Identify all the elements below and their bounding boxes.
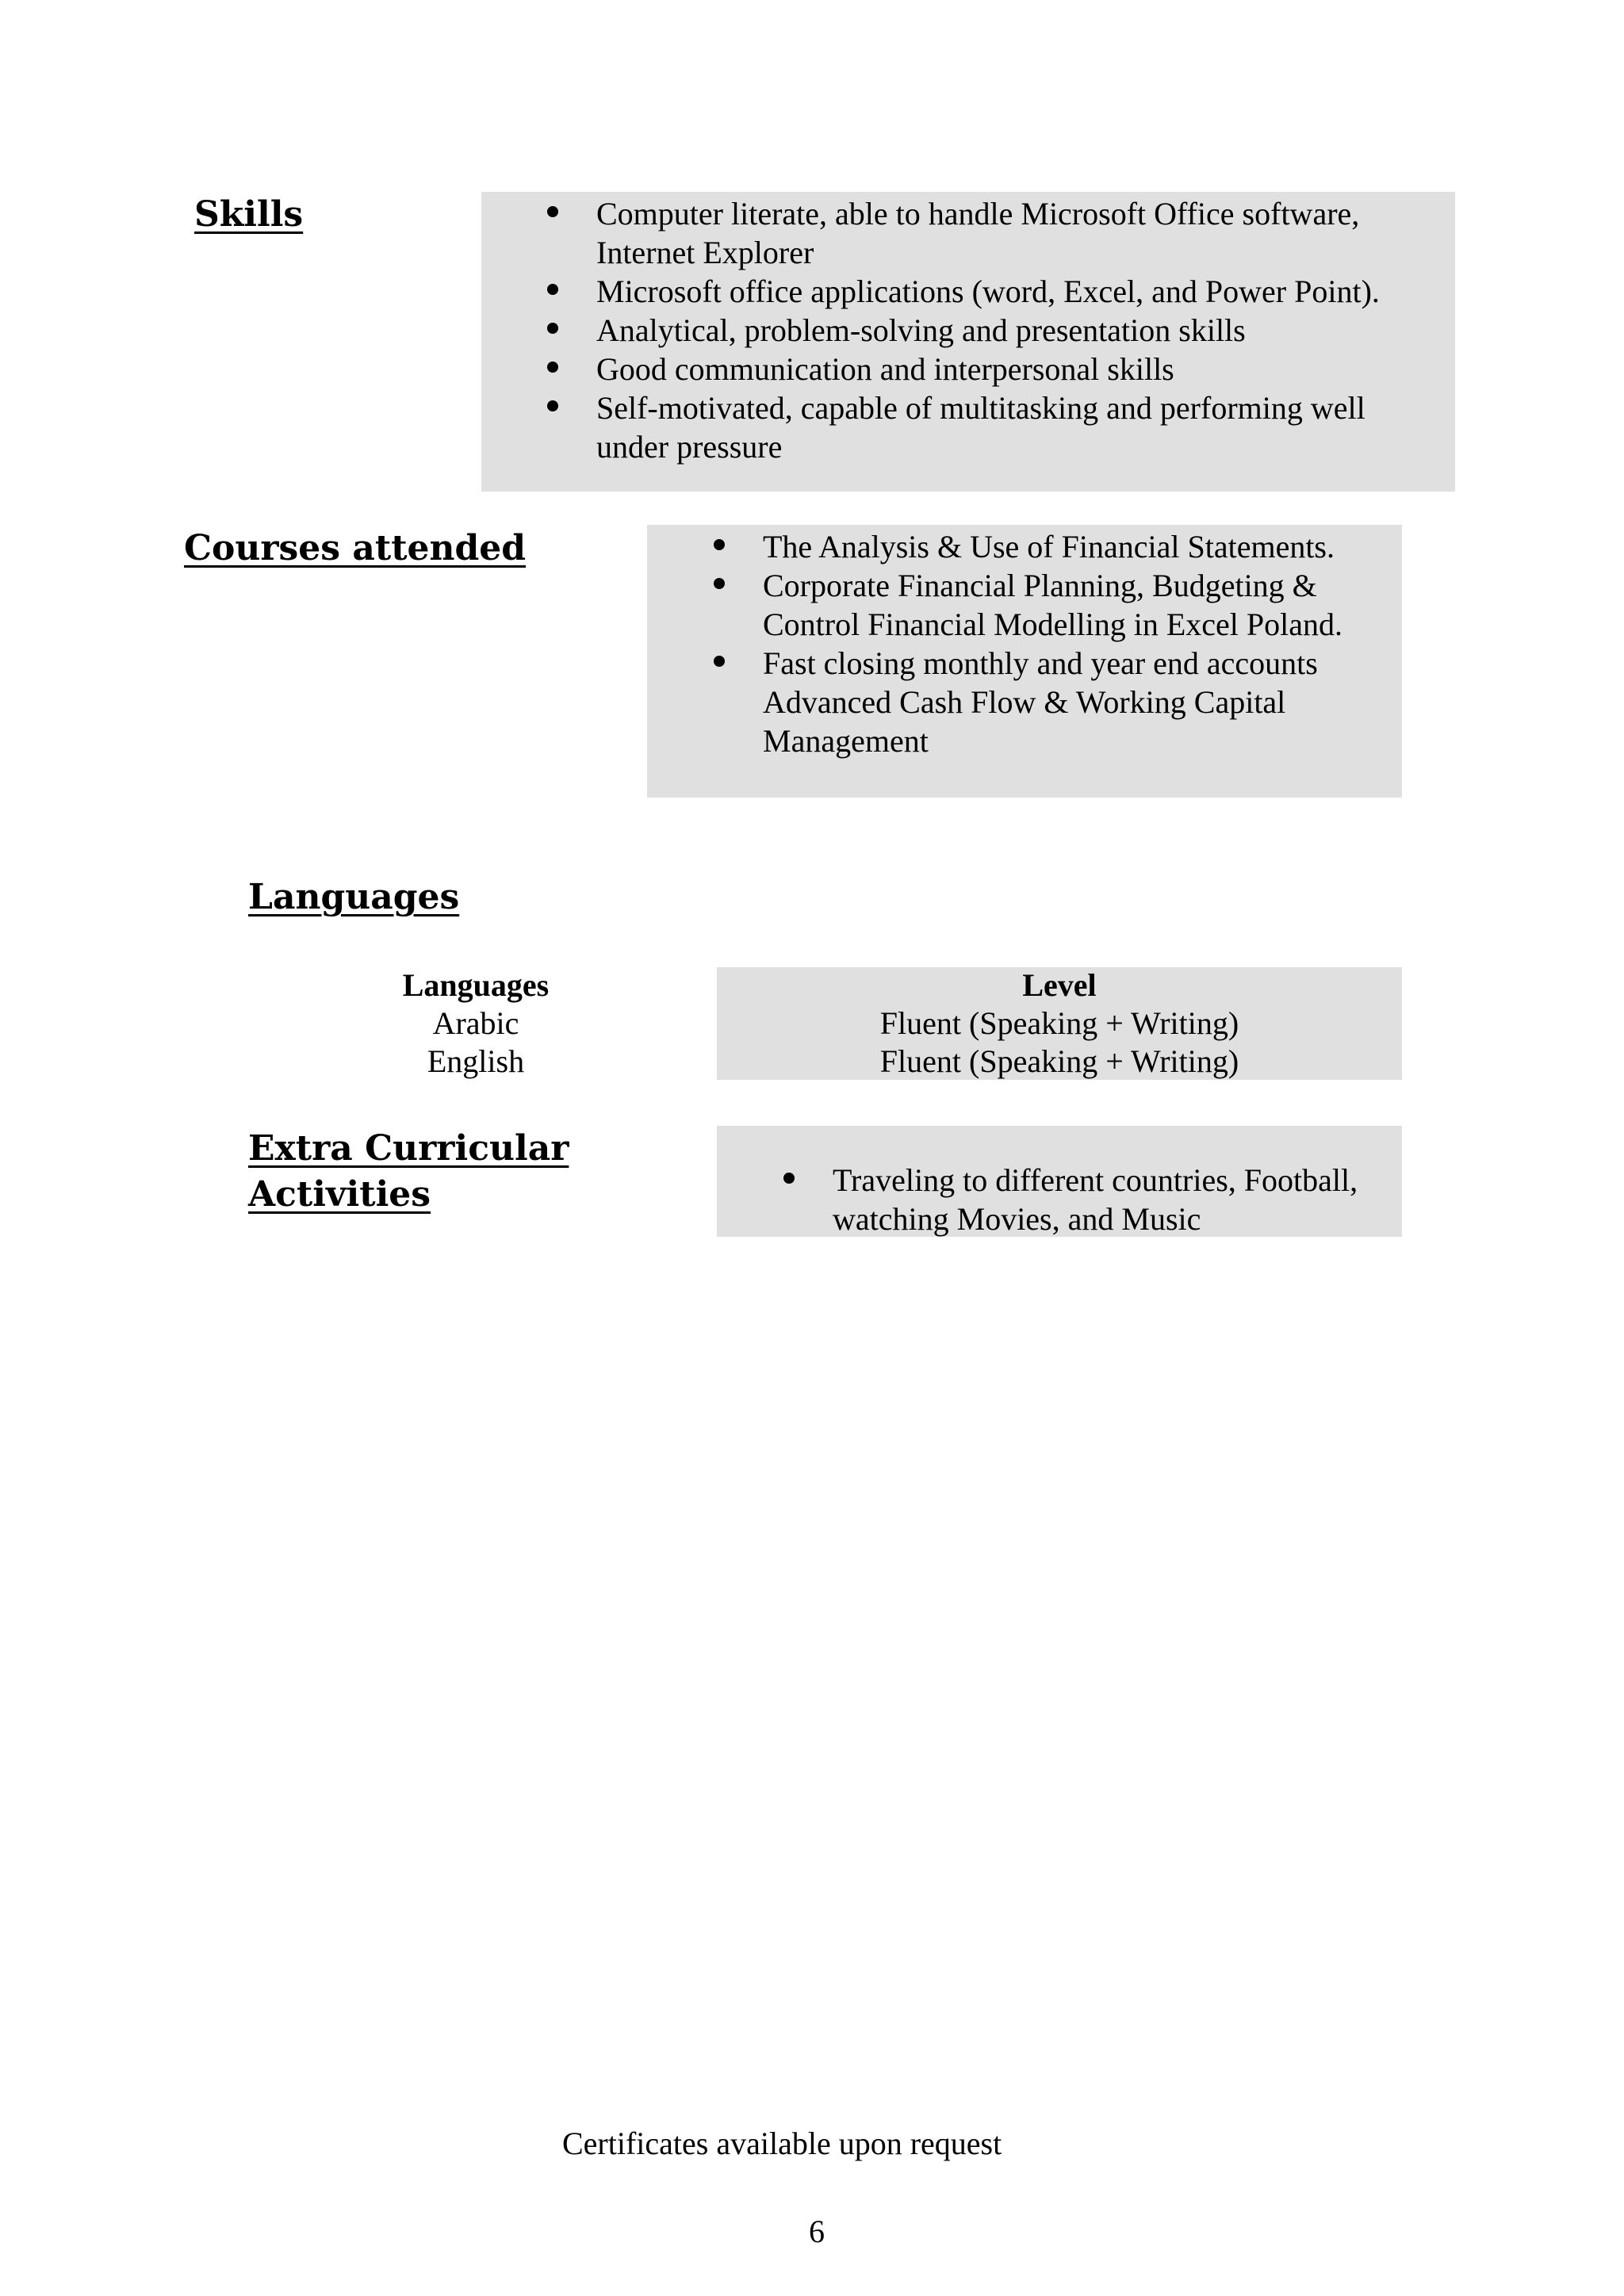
- list-item: The Analysis & Use of Financial Statements.: [650, 527, 1372, 566]
- language-name: English: [427, 1043, 525, 1079]
- language-level: Fluent (Speaking + Writing): [879, 1005, 1239, 1041]
- courses-heading: Courses attended: [184, 528, 527, 568]
- bullet-icon: [547, 400, 558, 411]
- list-item: Self-motivated, capable of multitasking and performing well under pressure: [484, 388, 1413, 466]
- level-column-header: Level: [1022, 967, 1097, 1003]
- languages-heading: Languages: [248, 877, 460, 917]
- extra-curricular-heading-line2: Activities: [248, 1174, 431, 1215]
- extra-curricular-heading: [248, 1126, 569, 1218]
- level-column: [717, 966, 1402, 1081]
- page-number: 6: [809, 2214, 825, 2249]
- languages-column-header: Languages: [402, 967, 550, 1003]
- courses-list: [650, 527, 1372, 760]
- list-item: Analytical, problem-solving and presentation skills: [484, 311, 1467, 350]
- list-item: Microsoft office applications (word, Excel, and Power Point).: [484, 272, 1467, 311]
- bullet-icon: [547, 206, 558, 217]
- language-name: Arabic: [432, 1005, 519, 1041]
- bullet-icon: [547, 362, 558, 373]
- extra-curricular-list: [720, 1161, 1394, 1238]
- bullet-icon: [783, 1173, 795, 1184]
- bullet-icon: [714, 578, 725, 589]
- list-item: Computer literate, able to handle Microsoft Office software, Internet Explorer: [484, 194, 1365, 272]
- bullet-icon: [547, 284, 558, 295]
- list-item: Good communication and interpersonal skills: [484, 350, 1467, 388]
- languages-column: [349, 966, 603, 1081]
- list-item: Fast closing monthly and year end accounts Advanced Cash Flow & Working Capital Management: [650, 644, 1334, 760]
- bullet-icon: [714, 539, 725, 550]
- language-level: Fluent (Speaking + Writing): [879, 1043, 1239, 1079]
- skills-list: [484, 194, 1467, 466]
- skills-heading: Skills: [194, 194, 304, 235]
- bullet-icon: [547, 323, 558, 334]
- certificates-note: Certificates available upon request: [562, 2126, 1002, 2161]
- bullet-icon: [714, 656, 725, 667]
- list-item: Traveling to different countries, Football, watching Movies, and Music: [720, 1161, 1388, 1238]
- extra-curricular-heading-line1: Extra Curricular: [248, 1128, 569, 1169]
- list-item: Corporate Financial Planning, Budgeting & Control Financial Modelling in Excel Poland.: [650, 566, 1389, 644]
